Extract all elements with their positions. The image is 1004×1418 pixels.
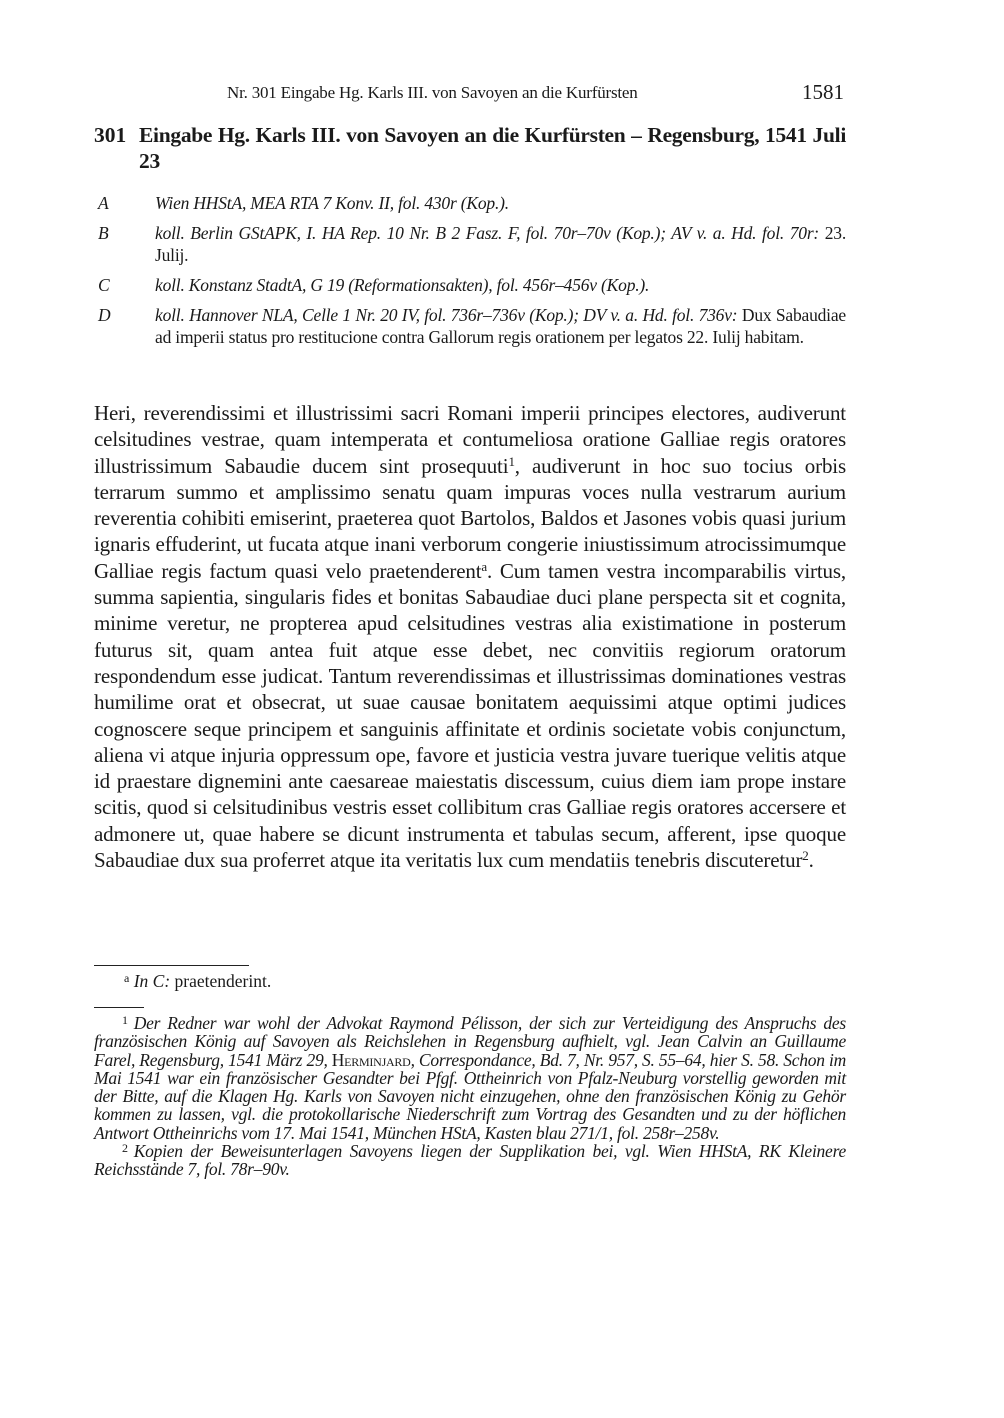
footnote-2 bbox=[94, 1142, 846, 1179]
footnote-mark: 1 bbox=[122, 1013, 128, 1027]
textual-notes-divider bbox=[94, 965, 249, 966]
footnote-mark: 2 bbox=[122, 1141, 128, 1156]
source-entry bbox=[94, 222, 846, 266]
body-text-part: . Cum tamen vestra incomparabilis virtus, summa sapientia, singularis fides et bonitas Sabaudiae duci plane perspecta sit et cognita, minime veretur, ne propterea apud celsitudines vestras alia existimatione in posterum futurus sit, quam antea fuit atque esse debet, nec convitiis regiorum oratorum respondendum esse judicat. Tantum reverendissimas et illustrissimas dominationes vestras humilime orat et obsecrat, ut suae causae bonitatem aequissimi atque optimi judices cognoscere seque principem et sanguinis affinitate et ordinis societate vobis conjunctum, aliena vi atque injuria oppressum ope, favore et justicia vestra juvare tuerique velitis atque id praestare dignemini ante caesareae maiestatis discessum, cuius diem iam prope instare scitis, quod si celsitudinibus vestris esset collibitum cras Galliae regis oratores accersere et admonere ut, quae habere se dicunt instrumenta et tabulas secum, afferent, ipse quoque Sabaudiae dux sua proferret atque ita veritatis lux cum mendatiis tenebris discuteretur bbox=[94, 558, 846, 873]
source-text bbox=[155, 192, 846, 214]
source-entry bbox=[94, 192, 846, 214]
textual-note-text: praetenderint. bbox=[170, 971, 272, 991]
footnote-text: , Correspondance, Bd. 7, Nr. 957, S. 55–64, hier S. 58. Schon im Mai 1541 war ein französischer Gesandter bei Pfgf. Ottheinrich von Pfalz-Neuburg vorstellig geworden mit der Bitte, auf die Klagen Hg. Karls von Savoyen nicht einzugehen, ohne den französischen König zu Gehör kommen zu lassen, vgl. die protokollarische Niederschrift zum Vortrag des Gesandten und zu der höflichen Antwort Ottheinrichs vom 17. Mai 1541, München HStA, Kasten blau 271/1, fol. 258r–258v. bbox=[94, 1049, 846, 1143]
footnote-ref-2[interactable]: 2 bbox=[802, 848, 809, 864]
source-archive: koll. Hannover NLA, Celle 1 Nr. 20 IV, fol. 736r–736v (Kop.); DV v. a. Hd. fol. 736v: bbox=[155, 305, 738, 325]
footnotes-divider bbox=[94, 1007, 144, 1008]
source-note: Dux Sabaudiae ad imperii status pro restitucione contra Gallorum regis orationem per legatos 22. Iulij habitam. bbox=[155, 305, 846, 347]
source-text bbox=[155, 222, 846, 266]
footnote-1 bbox=[94, 1014, 846, 1142]
source-entry bbox=[94, 304, 846, 348]
footnote-text: Kopien der Beweisunterlagen Savoyens liegen der Supplikation bei, vgl. Wien HHStA, RK Kleinere Reichsstände 7, fol. 78r–90v. bbox=[94, 1141, 846, 1180]
document-title: Eingabe Hg. Karls III. von Savoyen an die Kurfürsten – Regensburg, 1541 Juli 23 bbox=[139, 123, 846, 173]
source-siglum: C bbox=[98, 275, 110, 295]
source-archive: koll. Berlin GStAPK, I. HA Rep. 10 Nr. B 2 Fasz. F, fol. 70r–70v (Kop.); AV v. a. Hd. fol. 70r: bbox=[155, 223, 820, 243]
page-number: 1581 bbox=[802, 80, 844, 104]
running-head-title: Nr. 301 Eingabe Hg. Karls III. von Savoyen an die Kurfürsten bbox=[227, 83, 638, 102]
source-entry bbox=[94, 274, 846, 296]
footnote-ref-1[interactable]: 1 bbox=[508, 453, 515, 469]
running-head bbox=[94, 80, 846, 106]
document-heading bbox=[94, 122, 846, 174]
source-list bbox=[94, 192, 846, 356]
textual-note-ref-a[interactable]: a bbox=[481, 558, 488, 574]
body-text-part: , audiverunt in hoc suo tocius orbis terrarum summo et amplissimo senatu quam impuras voces nulla vestrarum aurium reverentia cohibiti emiserint, praeterea quot Bartolos, Baldos et Jasones vobis quasi jurium ignaris effuderint, ut fucata atque inani verborum congerie iniustissimum atrocissimumque Galliae regis factum quasi velo praetenderent bbox=[94, 453, 846, 583]
body-text-part: . bbox=[808, 848, 814, 873]
textual-note-label: In C: bbox=[133, 971, 171, 991]
document-number: 301 bbox=[94, 123, 127, 147]
footnotes bbox=[94, 1014, 846, 1179]
source-archive: Wien HHStA, MEA RTA 7 Konv. II, fol. 430r (Kop.). bbox=[155, 193, 509, 213]
textual-note-mark: a bbox=[124, 971, 130, 985]
footnote-author: Herminjard bbox=[331, 1049, 411, 1070]
source-siglum: B bbox=[98, 223, 109, 243]
source-siglum: D bbox=[98, 305, 111, 325]
textual-note-a bbox=[124, 970, 271, 992]
source-text bbox=[155, 274, 846, 296]
document-body bbox=[94, 400, 846, 873]
body-text-part: Heri, reverendissimi et illustrissimi sacri Romani imperii principes electores, audiverunt celsitudines vestrae, quam intemperata et contumeliosa oratione Galliae regis oratores illustrissimum Sabaudie ducem sint prosequuti bbox=[94, 401, 846, 478]
source-text bbox=[155, 304, 846, 348]
source-siglum: A bbox=[98, 193, 109, 213]
source-note: 23. Julij. bbox=[155, 223, 847, 265]
footnote-text: Der Redner war wohl der Advokat Raymond Pélisson, der sich zur Verteidigung des Anspruchs des französischen König auf Savoyen als Reichslehen in Regensburg aufhielt, vgl. Jean Calvin an Guillaume Farel, Regensburg, 1541 März 29, bbox=[94, 1013, 846, 1070]
source-archive: koll. Konstanz StadtA, G 19 (Reformationsakten), fol. 456r–456v (Kop.). bbox=[155, 275, 650, 295]
